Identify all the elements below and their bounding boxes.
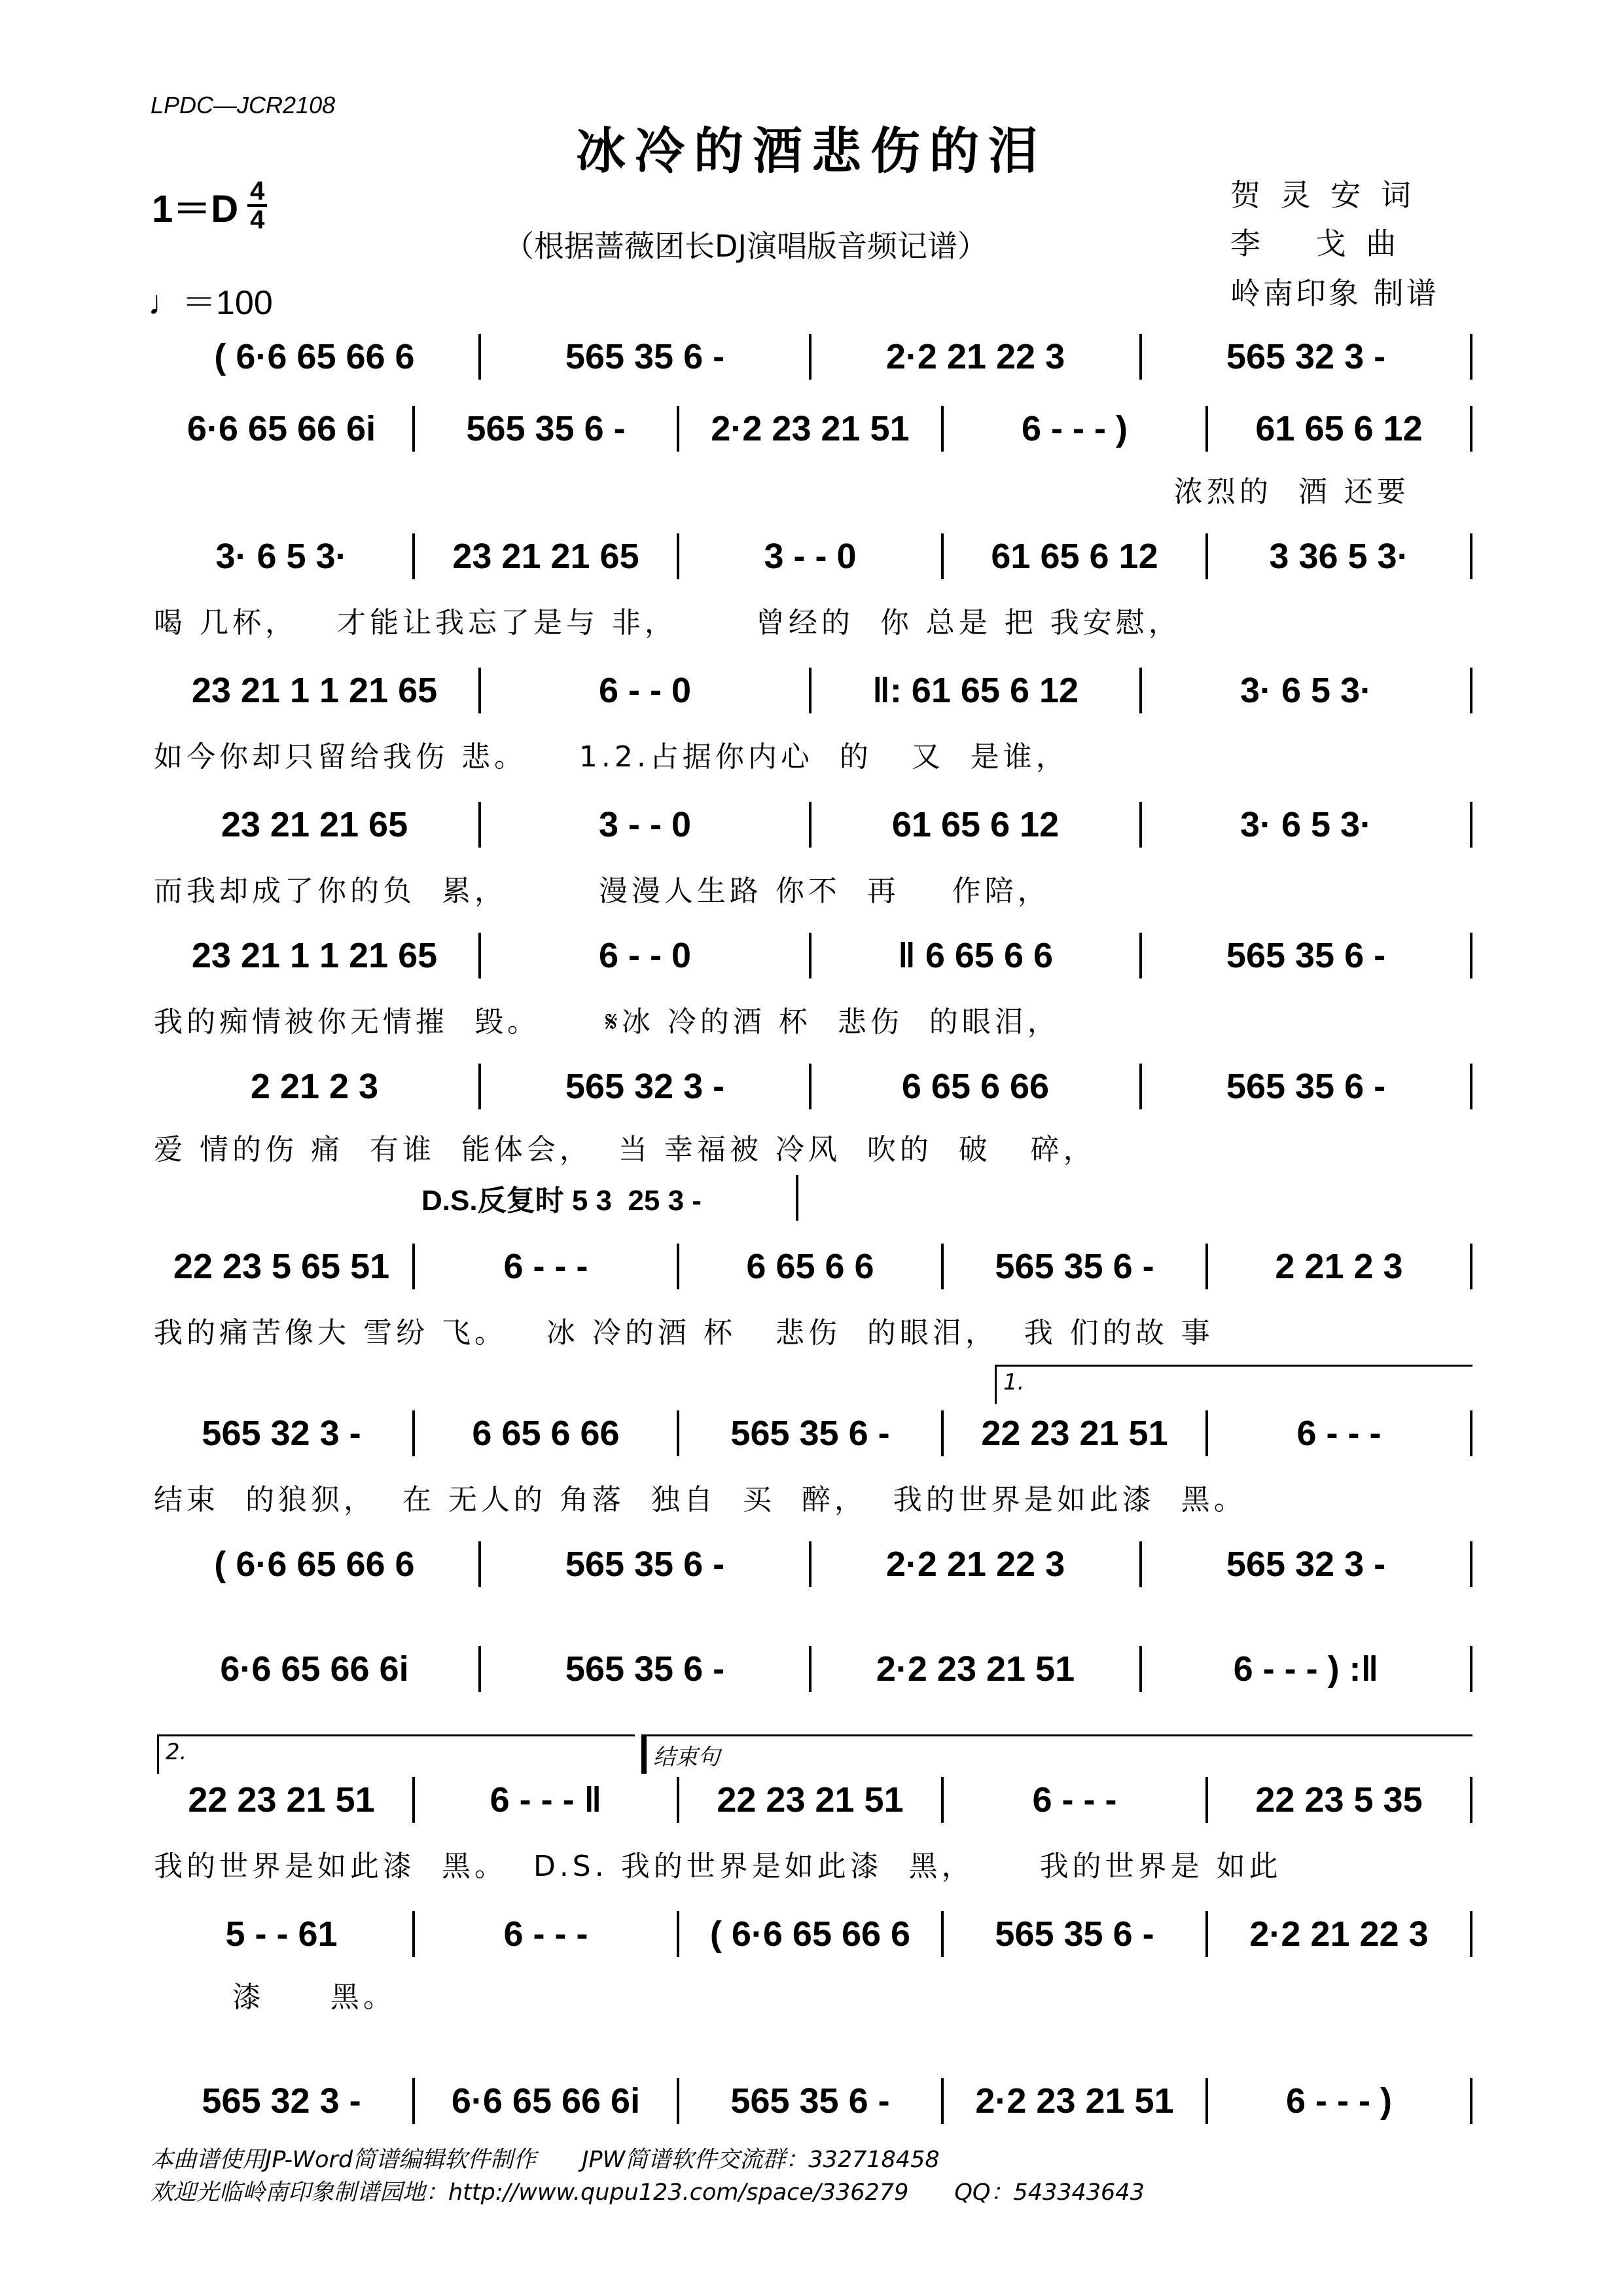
lyricist-credit: 贺 灵 安 词 — [1230, 177, 1416, 213]
time-bottom: 4 — [250, 206, 265, 234]
bar-line — [1470, 406, 1472, 452]
measure: 23 21 1 1 21 65 — [191, 671, 438, 710]
bar-line — [1470, 1541, 1472, 1587]
footer-line-1: 本曲谱使用JP-Word简谱编辑软件制作 JPW简谱软件交流群：332718458 — [151, 2147, 940, 2173]
score-row — [151, 1541, 1472, 1587]
lyrics-line: 漆 黑。 — [154, 1981, 396, 2014]
measure: 6 - - - — [1032, 1780, 1117, 1820]
measure: 61 65 6 12 — [991, 537, 1158, 576]
time-top: 4 — [247, 178, 267, 207]
measure: 3· 6 5 3· — [215, 537, 348, 576]
score-row — [151, 1911, 1472, 1957]
measure: 6 - - 0 — [598, 936, 692, 975]
measure: 565 32 3 - — [565, 1067, 725, 1106]
score-row — [151, 406, 1472, 452]
measure: 565 35 6 - — [1226, 936, 1386, 975]
key-signature — [152, 178, 267, 233]
measure: 6 - - - — [503, 1914, 588, 1954]
measure: 565 32 3 - — [1226, 337, 1386, 376]
bar-line — [1470, 2078, 1472, 2124]
measure: 2·2 23 21 51 — [975, 2081, 1174, 2121]
score-row — [151, 1646, 1472, 1692]
measure: 6·6 65 66 6i — [451, 2081, 641, 2121]
volta-second: 2. — [157, 1734, 635, 1774]
score-row — [151, 1064, 1472, 1109]
footer-line-2: 欢迎光临岭南印象制谱园地：http://www.qupu123.com/space/336279 QQ：543343643 — [151, 2179, 1145, 2206]
measure: 3 - - 0 — [598, 805, 692, 844]
time-signature — [247, 178, 267, 233]
measure: 6·6 65 66 6i — [187, 409, 376, 448]
composer-credit: 李 戈 曲 — [1230, 226, 1402, 261]
measure: 23 21 21 65 — [452, 537, 639, 576]
measure: 3· 6 5 3· — [1240, 671, 1372, 710]
score-row — [151, 1410, 1472, 1456]
measure: 565 35 6 - — [466, 409, 626, 448]
key-label: 1＝D — [152, 188, 239, 230]
arranger-credit: 岭南印象 制谱 — [1230, 276, 1439, 311]
bar-line — [796, 1175, 798, 1221]
measure: ‖ 6 65 6 6 — [897, 936, 1054, 975]
lyrics-line: 结束 的狼狈， 在 无人的 角落 独自 买 醉， 我的世界是如此漆 黑。 — [154, 1483, 1247, 1516]
lyrics-line: 喝 几杯， 才能让我忘了是与 非， 曾经的 你 总是 把 我安慰， — [154, 606, 1181, 639]
measure: 565 35 6 - — [565, 1545, 725, 1584]
measure: 565 35 6 - — [995, 1247, 1154, 1286]
bar-line — [1470, 1646, 1472, 1692]
measure: 2·2 21 22 3 — [885, 337, 1065, 376]
measure: 22 23 21 51 — [981, 1414, 1168, 1453]
lyrics-line: 我的世界是如此漆 黑。 D.S. 我的世界是如此漆 黑， 我的世界是 如此 — [154, 1850, 1282, 1883]
score-row — [327, 1175, 798, 1221]
bar-line — [1470, 933, 1472, 978]
measure: 565 35 6 - — [565, 1649, 725, 1689]
measure: D.S.反复时 5 3 25 3 - — [421, 1185, 702, 1217]
measure: 3 36 5 3· — [1269, 537, 1409, 576]
measure: 6 - - - ‖ — [490, 1780, 602, 1820]
lyrics-line: 而我却成了你的负 累， 漫漫人生路 你不 再 作陪， — [154, 874, 1050, 908]
volta-ending: 结束句 — [641, 1734, 1472, 1774]
measure: 6 - - - ) — [1286, 2081, 1392, 2121]
bar-line — [1470, 802, 1472, 848]
measure: 565 35 6 - — [730, 1414, 890, 1453]
measure: 3· 6 5 3· — [1240, 805, 1372, 844]
measure: 2·2 21 22 3 — [1249, 1914, 1429, 1954]
lyrics-line: 我的痴情被你无情摧 毁。 𝄋冰 冷的酒 杯 悲伤 的眼泪， — [154, 1005, 1060, 1039]
measure: 2·2 23 21 51 — [876, 1649, 1075, 1689]
measure: 6 - - - — [1296, 1414, 1382, 1453]
bar-line — [1470, 533, 1472, 579]
measure: 3 - - 0 — [764, 537, 857, 576]
measure: 565 35 6 - — [1226, 1067, 1386, 1106]
measure: 23 21 21 65 — [221, 805, 408, 844]
score-row — [151, 2078, 1472, 2124]
bar-line — [1470, 1911, 1472, 1957]
bar-line — [1470, 668, 1472, 713]
score-row — [151, 1244, 1472, 1289]
score-row — [151, 668, 1472, 713]
score-row — [151, 533, 1472, 579]
lyrics-line: 我的痛苦像大 雪纷 飞。 冰 冷的酒 杯 悲伤 的眼泪， 我 们的故 事 — [154, 1316, 1214, 1350]
measure: 2·2 23 21 51 — [711, 409, 910, 448]
measure: 6 65 6 66 — [901, 1067, 1050, 1106]
measure: 565 32 3 - — [1226, 1545, 1386, 1584]
measure: ( 6·6 65 66 6 — [214, 1545, 415, 1584]
bar-line — [1470, 1777, 1472, 1823]
tempo-marking: ♩＝100 — [148, 284, 273, 322]
bar-line — [1470, 1410, 1472, 1456]
bar-line — [1470, 334, 1472, 380]
measure: 22 23 21 51 — [188, 1780, 375, 1820]
measure: 5 - - 61 — [225, 1914, 338, 1954]
score-code: LPDC—JCR2108 — [151, 92, 336, 118]
measure: 2 21 2 3 — [250, 1067, 379, 1106]
bar-line — [1470, 1244, 1472, 1289]
measure: 565 32 3 - — [202, 1414, 361, 1453]
measure: 6 65 6 66 — [472, 1414, 620, 1453]
score-row — [151, 1777, 1472, 1823]
measure: 565 35 6 - — [730, 2081, 890, 2121]
bar-line — [1470, 1064, 1472, 1109]
volta-first: 1. — [995, 1365, 1472, 1404]
lyrics-line: 如今你却只留给我伤 悲。 1.2.占据你内心 的 又 是谁， — [154, 740, 1069, 774]
measure: 565 35 6 - — [995, 1914, 1154, 1954]
measure: 6·6 65 66 6i — [220, 1649, 409, 1689]
measure: 61 65 6 12 — [1255, 409, 1423, 448]
lyrics-line: 爱 情的伤 痛 有谁 能体会， 当 幸福被 冷风 吹的 破 碎， — [154, 1133, 1096, 1166]
measure: 6 - - - ) :‖ — [1233, 1649, 1379, 1689]
measure: ( 6·6 65 66 6 — [709, 1914, 911, 1954]
measure: 565 32 3 - — [202, 2081, 361, 2121]
measure: 6 - - - — [503, 1247, 588, 1286]
measure: 22 23 5 65 51 — [173, 1247, 390, 1286]
measure: ‖: 61 65 6 12 — [872, 671, 1079, 710]
measure: 2 21 2 3 — [1275, 1247, 1403, 1286]
measure: 6 - - 0 — [598, 671, 692, 710]
measure: 23 21 1 1 21 65 — [191, 936, 438, 975]
measure: 2·2 21 22 3 — [885, 1545, 1065, 1584]
measure: 6 - - - ) — [1022, 409, 1128, 448]
measure: 61 65 6 12 — [891, 805, 1060, 844]
lyrics-line: 浓烈的 酒 还要 — [154, 475, 1410, 509]
score-row — [151, 334, 1472, 380]
subtitle: （根据蔷薇团长DJ演唱版音频记谱） — [504, 228, 988, 264]
measure: 6 65 6 6 — [746, 1247, 874, 1286]
measure: 565 35 6 - — [565, 337, 725, 376]
score-row — [151, 802, 1472, 848]
measure: 22 23 5 35 — [1255, 1780, 1423, 1820]
song-title: 冰冷的酒悲伤的泪 — [576, 122, 1047, 180]
measure: ( 6·6 65 66 6 — [214, 337, 415, 376]
score-row — [151, 933, 1472, 978]
measure: 22 23 21 51 — [717, 1780, 904, 1820]
